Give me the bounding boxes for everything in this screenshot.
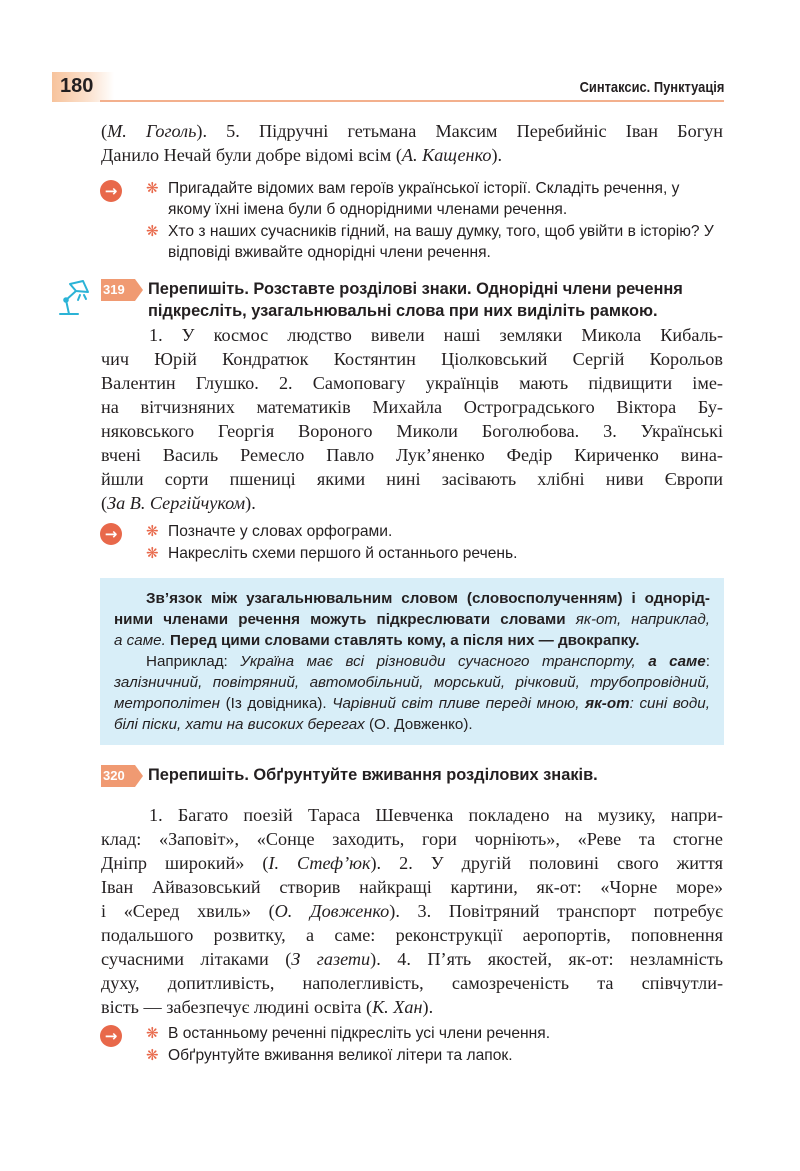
text-line: 1. У космос людство вивели наші земляки Микола Кибаль- [149,325,723,345]
section-title: Синтаксис. Пунктуація [579,79,724,96]
question-item: ❋ Позначте у словах орфограми. [146,522,393,540]
bullet-icon: ❋ [146,544,159,562]
question-item: ❋ Пригадайте відомих вам героїв української історії. Складіть речення, у якому їхні імена були б однорідними членами речення. [146,179,680,218]
arrow-icon: → [100,180,122,202]
desk-lamp-icon [52,278,92,318]
example-line: метрополітен (Із довідника). Чарівний світ пливе переді мною, як-от: сині води, [114,695,710,712]
text-line: 1. Багато поезій Тараса Шевченка покладено на музику, напри- [149,805,723,825]
example-line: Наприклад: Україна має всі різновиди сучасного транспорту, а саме: [146,653,710,670]
question-item: ❋ Обґрунтуйте вживання великої літери та лапок. [146,1046,513,1064]
rule-box [100,578,724,745]
example-line: залізничний, повітряний, автомобільний, морський, річковий, трубопровідний, [114,674,710,691]
intro-line-1: (М. Гоголь). 5. Підручні гетьмана Максим Перебийніс Іван Богун [101,121,723,141]
text-line: і «Серед хвиль» (О. Довженко). 3. Повітряний транспорт потребує [101,901,723,921]
exercise-number-badge: 320 [101,765,135,787]
text-line: чич Юрій Кондратюк Костянтин Ціолковський Сергій Корольов [101,349,723,369]
text-line: клад: «Заповіт», «Сонце заходить, гори чорніють», «Реве та стогне [101,829,723,849]
exercise-task: Перепишіть. Обґрунтуйте вживання розділових знаків. [148,766,598,784]
questions-block-320 [100,1023,730,1069]
rule-line: ними членами речення можуть підкреслювати словами як-от, наприклад, [114,611,710,628]
rule-line: а саме. Перед цими словами ставлять кому, а після них — двокрапку. [114,632,640,649]
exercise-319-text [101,323,723,515]
bullet-icon: ❋ [146,222,159,240]
text-line: Іван Айвазовський створив найкращі картини, як-от: «Чорне море» [101,877,723,897]
rule-line: Зв’язок між узагальнювальним словом (словосполученням) і однорід- [146,590,710,607]
questions-block-319 [100,521,730,567]
exercise-number-badge: 319 [101,279,135,301]
text-line: Валентин Глушко. 2. Самоповагу українців мають підвищити іме- [101,373,723,393]
bullet-icon: ❋ [146,1046,159,1064]
question-item: ❋ В останньому реченні підкресліть усі члени речення. [146,1024,551,1042]
text-line: вчені Василь Ремесло Павло Лук’яненко Федір Кириченко вина- [101,445,723,465]
bullet-icon: ❋ [146,179,159,197]
questions-block-1 [100,178,730,268]
intro-line-2: Данило Нечай були добре відомі всім (А. Кащенко). [101,145,503,165]
question-item: ❋ Хто з наших сучасників гідний, на вашу думку, того, щоб увійти в історію? У відповіді вживайте однорідні члени речення. [146,222,714,261]
bullet-icon: ❋ [146,1024,159,1042]
text-line: подальшого розвитку, а саме: реконструкції аеропортів, поповнення [101,925,723,945]
text-line: (За В. Сергійчуком). [101,493,256,513]
text-line: Дніпр широкий» (І. Стеф’юк). 2. У другій половині свого життя [101,853,724,873]
exercise-320-text [101,803,723,1019]
header-divider [100,100,724,102]
text-line: йшли сорти пшениці якими нині засівають хлібні ниви Європи [101,469,723,489]
page-number: 180 [60,75,94,97]
rule-text [114,588,710,735]
page-header [0,72,800,102]
intro-text [101,119,723,167]
text-line: духу, допитливість, наполегливість, самозреченість та співчутли- [101,973,723,993]
question-item: ❋ Накресліть схеми першого й останнього речень. [146,544,518,562]
text-line: на вітчизняних математиків Михайла Остроградського Віктора Бу- [101,397,723,417]
text-line: сучасними літаками (З газети). 4. П’ять якостей, як-от: незламність [101,949,724,969]
text-line: вість — забезпечує людині освіта (К. Хан). [101,997,434,1017]
bullet-icon: ❋ [146,522,159,540]
arrow-icon: → [100,1025,122,1047]
exercise-task: Перепишіть. Розставте розділові знаки. Однорідні члени речення підкресліть, узагальнювальні слова при них виділіть рамкою. [148,280,683,320]
text-line: няковського Георгія Вороного Миколи Боголюбова. 3. Українські [101,421,723,441]
arrow-icon: → [100,523,122,545]
example-line: білі піски, хати на високих берегах (О. Довженко). [114,716,473,733]
